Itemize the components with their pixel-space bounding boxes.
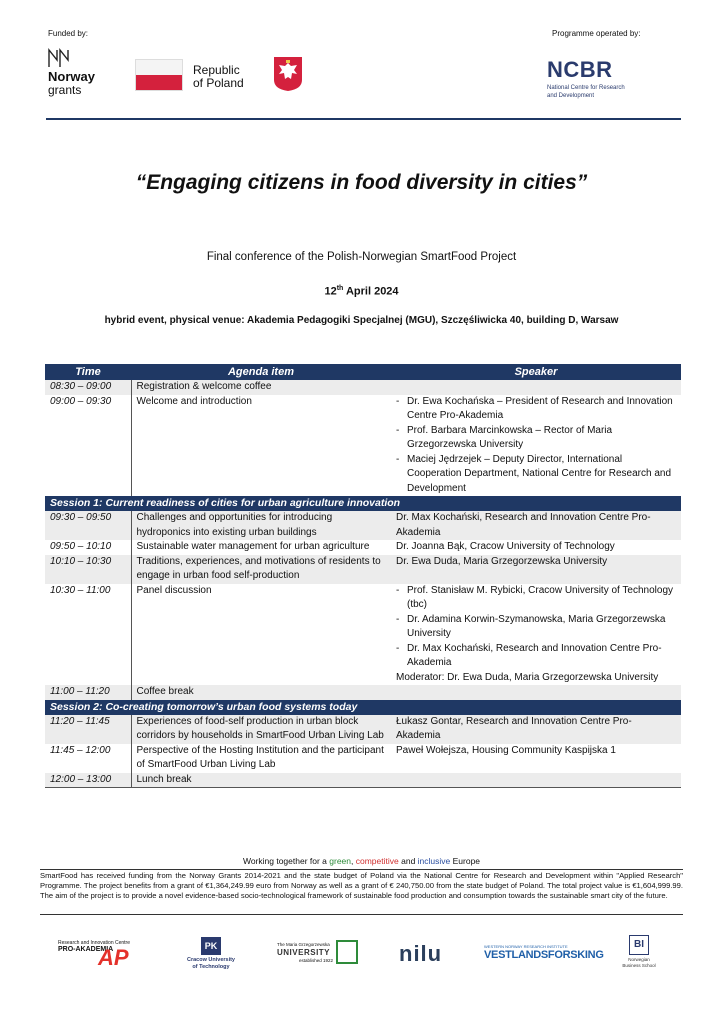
- row-speaker: [391, 584, 681, 686]
- row-time: 11:20 – 11:45: [45, 715, 131, 744]
- row-speaker: Łukasz Gontar, Research and Innovation Centre Pro-Akademia: [391, 715, 681, 744]
- speaker-item: - Maciej Jędrzejek – Deputy Director, International Cooperation Department, National Centre for Research and Development: [396, 453, 676, 497]
- tag-pre: Working together for a: [242, 856, 330, 866]
- table-row: [45, 380, 681, 395]
- date-suffix: th: [336, 285, 344, 292]
- row-item: Coffee break: [131, 685, 391, 700]
- row-item: Perspective of the Hosting Institution and the participant of SmartFood Urban Living Lab: [136, 744, 384, 770]
- ncbr-mark: NCBR: [547, 57, 613, 82]
- row-speaker: [391, 773, 681, 788]
- programme-operated-label: Programme operated by:: [552, 29, 641, 38]
- cut-mark: PK: [201, 937, 221, 955]
- bi-logo: [621, 935, 657, 969]
- agenda-header-row: [45, 364, 681, 380]
- speaker-list: [396, 395, 676, 497]
- speaker-item: - Dr. Ewa Kochańska – President of Research and Innovation Centre Pro-Akademia: [396, 395, 676, 424]
- norway-grants-logo: [48, 48, 108, 97]
- mgu-logo: [277, 942, 361, 964]
- nilu-logo: nilu: [399, 941, 443, 966]
- table-row: [45, 773, 681, 788]
- norway-name: Norway: [48, 69, 95, 84]
- poland-line2: of Poland: [193, 76, 244, 90]
- poland-flag: [135, 59, 183, 91]
- session-title: Session 1: Current readiness of cities for urban agriculture innovation: [45, 496, 681, 511]
- table-row: [45, 715, 681, 744]
- event-subtitle: Final conference of the Polish-Norwegian SmartFood Project: [206, 251, 517, 263]
- speaker-item: - Dr. Max Kochański, Research and Innovation Centre Pro-Akademia: [396, 642, 676, 671]
- row-time: 11:00 – 11:20: [45, 685, 131, 700]
- row-time: 09:30 – 09:50: [45, 511, 131, 540]
- proakademia-small: Research and Innovation Centre: [58, 940, 130, 946]
- mgu-est: established 1922: [299, 958, 334, 963]
- norway-grants-icon: [48, 48, 70, 68]
- europe-tagline: [0, 856, 723, 866]
- speaker-item: - Prof. Stanisław M. Rybicki, Cracow University of Technology (tbc): [396, 584, 676, 613]
- date-rest: April 2024: [343, 285, 399, 298]
- row-time: 08:30 – 09:00: [45, 380, 131, 395]
- table-row: [45, 584, 681, 686]
- row-time: 11:45 – 12:00: [45, 744, 131, 773]
- republic-of-poland: [193, 64, 244, 90]
- speaker-list: [396, 584, 676, 671]
- row-item: Welcome and introduction: [136, 395, 252, 407]
- row-time: 12:00 – 13:00: [45, 773, 131, 788]
- norway-sub: grants: [48, 83, 82, 97]
- row-item: Sustainable water management for urban agriculture: [136, 541, 370, 552]
- row-speaker: Dr. Max Kochański, Research and Innovation Centre Pro-Akademia: [391, 511, 681, 540]
- session-title: Session 2: Co-creating tomorrow’s urban food systems today: [45, 700, 681, 715]
- row-speaker: Dr. Ewa Duda, Maria Grzegorzewska University: [391, 555, 681, 584]
- vest-name: VESTLANDSFORSKING: [484, 949, 604, 961]
- row-time: 09:50 – 10:10: [45, 540, 131, 555]
- row-speaker: Dr. Joanna Bąk, Cracow University of Technology: [396, 541, 615, 552]
- session-row: [45, 496, 681, 511]
- row-time: 09:00 – 09:30: [45, 395, 131, 497]
- date-day: 12: [324, 285, 337, 298]
- ncbr-logo: [547, 58, 625, 100]
- row-time: 10:30 – 11:00: [45, 584, 131, 686]
- row-speaker: Paweł Wołejsza, Housing Community Kaspijska 1: [396, 744, 616, 756]
- mgu-small: The Maria Grzegorzewska: [277, 942, 330, 947]
- ncbr-line1: National Centre for Research: [547, 85, 625, 91]
- footer-divider-top: [40, 869, 683, 870]
- tag-sep: ,: [351, 856, 356, 866]
- row-item: Experiences of food-self production in urban block corridors by households in SmartFood Urban Living Lab: [131, 715, 391, 744]
- row-time: 10:10 – 10:30: [45, 555, 131, 584]
- header-time: Time: [45, 364, 131, 380]
- tag-and: and: [398, 856, 418, 866]
- event-title: “Engaging citizens in food diversity in cities”: [135, 171, 588, 194]
- vest-small: WESTERN NORWAY RESEARCH INSTITUTE: [484, 944, 568, 949]
- row-speaker: [391, 380, 681, 395]
- funded-by-label: Funded by:: [48, 29, 89, 38]
- footer-divider-bottom: [40, 914, 683, 915]
- header-item: Agenda item: [131, 364, 391, 380]
- table-row: [45, 685, 681, 700]
- mgu-name: UNIVERSITY: [277, 948, 331, 957]
- event-venue: hybrid event, physical venue: Akademia Pedagogiki Specjalnej (MGU), Szczęśliwicka 40, building D, Warsaw: [104, 315, 619, 326]
- vestlandsforsking-logo: [484, 944, 604, 962]
- header-divider: [46, 118, 681, 120]
- ncbr-name: [547, 84, 625, 100]
- tag-competitive: competitive: [355, 856, 399, 866]
- cut-name: Cracow University of Technology: [187, 957, 235, 970]
- row-item: Panel discussion: [136, 584, 212, 596]
- agenda-table: [45, 364, 681, 788]
- header-speaker: Speaker: [391, 364, 681, 380]
- row-item: Lunch break: [131, 773, 391, 788]
- proakademia-logo: [58, 940, 160, 970]
- speaker-item: - Dr. Adamina Korwin-Szymanowska, Maria Grzegorzewska University: [396, 613, 676, 642]
- row-speaker: [391, 685, 681, 700]
- poland-line1: Republic: [193, 63, 240, 77]
- moderator: Moderator: Dr. Ewa Duda, Maria Grzegorzewska University: [396, 671, 659, 683]
- table-row: [45, 511, 681, 540]
- speaker-item: - Prof. Barbara Marcinkowska – Rector of Maria Grzegorzewska University: [396, 424, 676, 453]
- bi-name: Norwegian Business School: [622, 957, 656, 968]
- row-item: Registration & welcome coffee: [131, 380, 391, 395]
- tag-post: Europe: [450, 856, 481, 866]
- funding-statement: SmartFood has received funding from the Norway Grants 2014-2021 and the state budget of Poland via the National Centre for Research and Development within "Applied Research" Programme. The project benefits from a grant of €1,364,249.99 euro from Norway as well as a grant of € 240,750.00 from the state budget of Poland. The total project value is €1,604,999.99. The aim of the project is to provide a novel evidence-based socio-technological framework of sustainable food production and consumption towards the sustainable smart city of the future.: [40, 871, 683, 900]
- tag-inclusive: inclusive: [417, 856, 451, 866]
- bi-mark: BI: [629, 935, 649, 955]
- row-item: Traditions, experiences, and motivations of residents to engage in urban food self-production: [131, 555, 391, 584]
- proakademia-name: PRO-AKADEMIA: [58, 946, 114, 953]
- polish-eagle-icon: [273, 56, 303, 92]
- table-row: [45, 744, 681, 773]
- ncbr-line2: and Development: [547, 93, 595, 99]
- mgu-emblem-icon: [336, 940, 358, 964]
- session-row: [45, 700, 681, 715]
- table-row: [45, 540, 681, 555]
- table-row: [45, 555, 681, 584]
- row-speaker: [391, 395, 681, 497]
- proakademia-mark: AP: [98, 945, 129, 970]
- cut-logo: [186, 937, 236, 970]
- row-item: Challenges and opportunities for introducing hydroponics into existing urban buildings: [131, 511, 391, 540]
- table-row: [45, 395, 681, 497]
- event-date: [0, 285, 723, 298]
- tag-green: green: [329, 856, 352, 866]
